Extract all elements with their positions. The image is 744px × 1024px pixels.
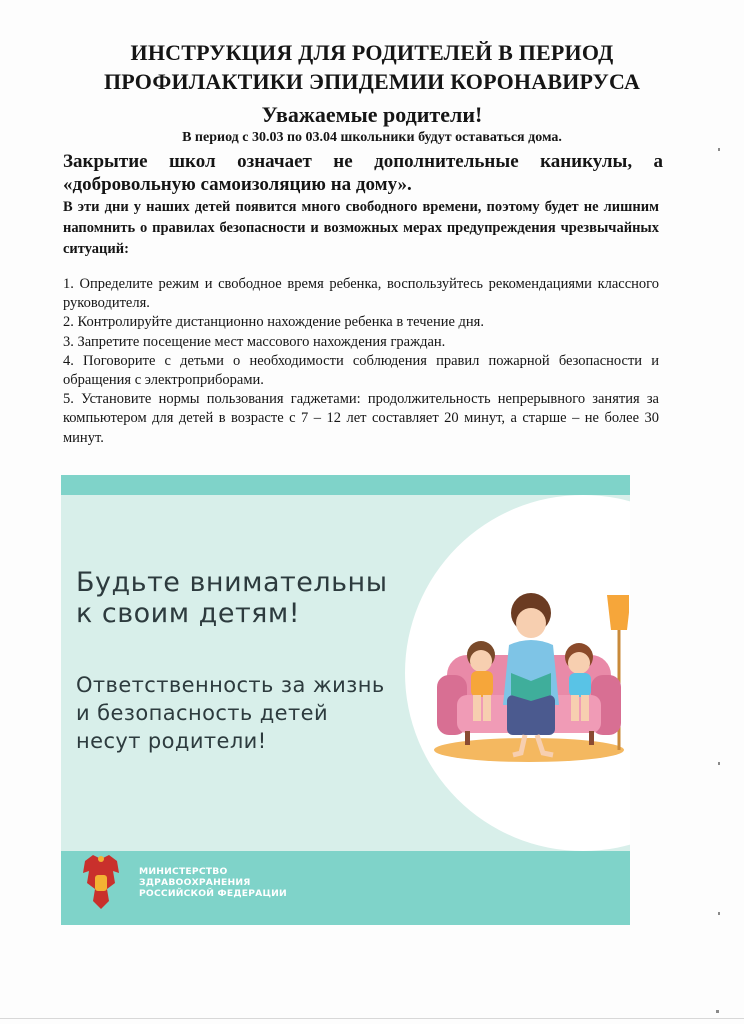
scan-speck [718, 762, 720, 765]
headline-line-2: к своим детям! [76, 598, 301, 629]
ministry-line-1: МИНИСТЕРСТВО [139, 866, 228, 877]
intro-paragraph: В эти дни у наших детей появится много свободного времени, поэтому будет не лишним напомнить о правилах безопасности и возможных мерах предупреждения чрезвычайных ситуаций: [63, 199, 659, 257]
rule-item: 1. Определите режим и свободное время ребенка, воспользуйтесь рекомендациями классного руководителя. [63, 276, 659, 312]
period-note: В период с 30.03 по 03.04 школьники будут оставаться дома. [182, 130, 562, 145]
rule-item: 3. Запретите посещение мест массового нахождения граждан. [63, 333, 446, 350]
mother-reading-to-children-illustration [429, 585, 629, 765]
rule-item: 2. Контролируйте дистанционно нахождение ребенка в течение дня. [63, 314, 484, 331]
awareness-banner [61, 475, 630, 925]
title-line-1: ИНСТРУКЦИЯ ДЛЯ РОДИТЕЛЕЙ В ПЕРИОД [130, 40, 614, 65]
rules-list [63, 275, 659, 448]
ministry-line-3: РОССИЙСКОЙ ФЕДЕРАЦИИ [139, 888, 287, 899]
closure-statement: Закрытие школ означает не дополнительные каникулы, а «добровольную самоизоляцию на дому». [63, 151, 663, 195]
scan-speck [716, 1010, 719, 1013]
ministry-line-2: ЗДРАВООХРАНЕНИЯ [139, 877, 251, 888]
subline-line-1: Ответственность за жизнь [76, 673, 385, 697]
banner-subline [76, 671, 416, 755]
document-title [40, 38, 704, 96]
headline-line-1: Будьте внимательны [76, 567, 388, 598]
banner-headline [76, 567, 416, 629]
title-line-2: ПРОФИЛАКТИКИ ЭПИДЕМИИ КОРОНАВИРУСА [103, 69, 641, 94]
ministry-name [139, 866, 339, 899]
double-headed-eagle-emblem-icon [79, 853, 123, 911]
subline-line-2: и безопасность детей [76, 701, 329, 725]
scan-edge-line [0, 1018, 744, 1019]
scan-speck [718, 148, 720, 151]
rule-item: 5. Установите нормы пользования гаджетами: продолжительность непрерывного занятия за компьютером для детей в возрасте с 7 – 12 лет составляет 20 минут, а старше – не более 30 минут. [63, 391, 659, 446]
rule-item: 4. Поговорите с детьми о необходимости соблюдения правил пожарной безопасности и обращения с электроприборами. [63, 352, 659, 389]
scan-speck [718, 912, 720, 915]
greeting-heading: Уважаемые родители! [261, 102, 483, 127]
subline-line-3: несут родители! [76, 729, 267, 753]
